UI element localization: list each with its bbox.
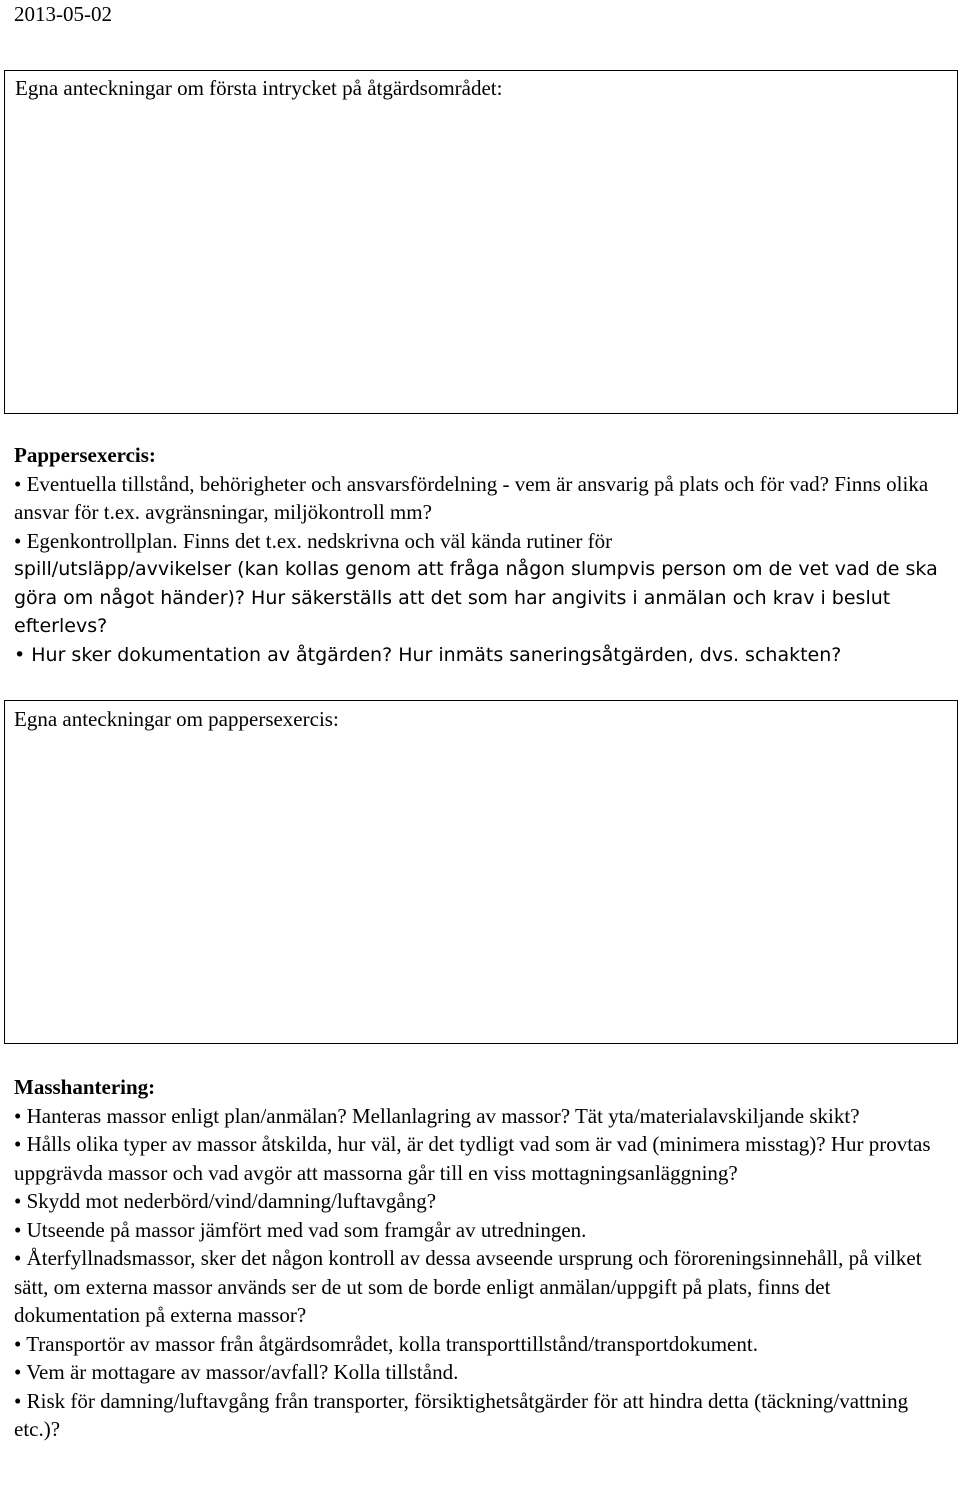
pappersexercis-item-selfcontrol-cont: spill/utsläpp/avvikelser (kan kollas genom att fråga någon slumpvis person om de vet vad de ska göra om något händer)? Hur säkerställs att det som har angivits i anmälan och krav i beslut efterlevs? (14, 558, 938, 637)
masshantering-item: • Skydd mot nederbörd/vind/damning/luftavgång? (14, 1189, 437, 1213)
document-date: 2013-05-02 (14, 2, 112, 26)
pappersexercis-heading: Pappersexercis: (14, 443, 156, 467)
pappersexercis-section (14, 441, 944, 669)
masshantering-item: • Utseende på massor jämfört med vad som framgår av utredningen. (14, 1217, 587, 1242)
first-impression-notes-label: Egna anteckningar om första intrycket på åtgärdsområdet: (15, 76, 503, 100)
masshantering-item: • Transportör av massor från åtgärdsområdet, kolla transporttillstånd/transportdokument. (14, 1331, 758, 1356)
masshantering-section (14, 1073, 944, 1444)
masshantering-item: • Hanteras massor enligt plan/anmälan? Mellanlagring av massor? Tät yta/materialavskiljande skikt? (14, 1103, 860, 1128)
pappersexercis-item-documentation: • Hur sker dokumentation av åtgärden? Hur inmäts saneringsåtgärden, dvs. schakten? (14, 643, 842, 666)
pappersexercis-notes-box[interactable] (4, 700, 958, 1044)
pappersexercis-item-selfcontrol: • Egenkontrollplan. Finns det t.ex. nedskrivna och väl kända rutiner för (14, 528, 613, 553)
pappersexercis-notes-label: Egna anteckningar om pappersexercis: (14, 707, 339, 731)
masshantering-item: • Hålls olika typer av massor åtskilda, hur väl, är det tydligt vad som är vad (minimera misstag)? Hur provtas uppgrävda massor och vad avgör att massorna går till en viss mottagningsanläggning? (14, 1132, 931, 1185)
first-impression-notes-box[interactable] (4, 70, 958, 414)
pappersexercis-item-permits: • Eventuella tillstånd, behörigheter och ansvarsfördelning - vem är ansvarig på plats och för vad? Finns olika ansvar för t.ex. avgränsningar, miljökontroll mm? (14, 471, 929, 524)
masshantering-item: • Risk för damning/luftavgång från transporter, försiktighetsåtgärder för att hindra detta (täckning/vattning etc.)? (14, 1388, 909, 1441)
masshantering-item: • Återfyllnadsmassor, sker det någon kontroll av dessa avseende ursprung och föroreningsinnehåll, på vilket sätt, om externa massor används ser de ut som de borde enligt anmälan/uppgift på plats, finns det dokumentation på externa massor? (14, 1246, 922, 1327)
masshantering-item: • Vem är mottagare av massor/avfall? Kolla tillstånd. (14, 1360, 459, 1384)
masshantering-heading: Masshantering: (14, 1075, 156, 1099)
